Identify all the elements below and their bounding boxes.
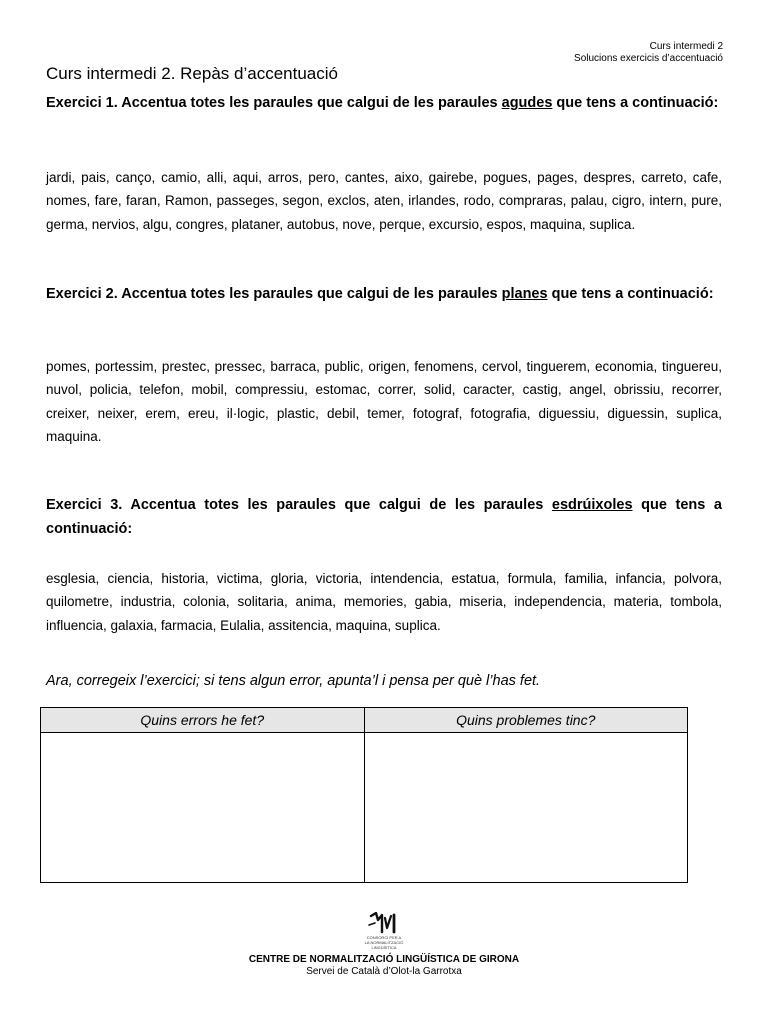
page-header [574, 41, 723, 65]
logo-caption-line: CONSORCI PER A [366, 935, 402, 940]
logo-caption-line: LA NORMALITZACIÓ [364, 940, 404, 945]
correction-instruction: Ara, corregeix l’exercici; si tens algun error, apunta’l i pensa per què l’has fet. [46, 673, 541, 689]
column-header-errors: Quins errors he fet? [41, 708, 365, 733]
logo-caption-line: LINGÜÍSTICA [371, 945, 397, 950]
logo-caption [0, 935, 768, 950]
footer-organization: CENTRE DE NORMALITZACIÓ LINGÜÍSTICA DE GIRONA [248, 954, 520, 965]
exercise-1-heading [46, 91, 722, 115]
header-course: Curs intermedi 2 [649, 41, 723, 52]
exercise-2-heading [46, 282, 722, 306]
exercise-2-keyword: planes [501, 286, 548, 302]
header-subtitle: Solucions exercicis d’accentuació [574, 53, 723, 64]
exercise-3-heading-text: Exercici 3. Accentua totes les paraules que calgui de les paraules [46, 497, 552, 513]
cnl-logo-icon [367, 912, 401, 934]
exercise-3-keyword: esdrúixoles [551, 497, 633, 513]
exercise-1-heading-tail: que tens a continuació: [552, 95, 719, 111]
column-header-problems: Quins problemes tinc? [364, 708, 688, 733]
exercise-1-keyword: agudes [501, 95, 553, 111]
footer-service: Servei de Català d’Olot-la Garrotxa [306, 966, 462, 977]
exercise-2-heading-tail: que tens a continuació: [547, 286, 714, 302]
page-title: Curs intermedi 2. Repàs d’accentuació [46, 64, 338, 83]
errors-table [40, 707, 688, 883]
exercise-1-word-list: jardi, pais, canço, camio, alli, aqui, arros, pero, cantes, aixo, gairebe, pogues, pages, despres, carreto, cafe, nomes, fare, faran, Ramon, passeges, segon, exclos, aten, irlandes, rodo, compraras, palau, cigro, intern, pure, germa, nervios, algu, congres, plataner, autobus, nove, perque, excursio, espos, maquina, suplica. [46, 170, 722, 232]
problems-answer-cell[interactable] [364, 733, 688, 883]
exercise-2-word-list: pomes, portessim, prestec, pressec, barraca, public, origen, fenomens, cervol, tinguerem, economia, tinguereu, nuvol, policia, telefon, mobil, compressiu, estomac, correr, solid, caracter, castig, angel, obrissiu, recorrer, creixer, neixer, erem, ereu, il·logic, plastic, debil, temer, fotograf, fotografia, diguessiu, diguessin, suplica, maquina. [46, 359, 722, 444]
page-footer [0, 912, 768, 978]
exercise-3-heading [46, 493, 722, 541]
table-header-row [41, 708, 688, 733]
exercise-3-heading-tail: que tens a continuació: [46, 497, 722, 537]
exercise-2-heading-text: Exercici 2. Accentua totes les paraules que calgui de les paraules [46, 286, 502, 302]
exercise-1-heading-text: Exercici 1. Accentua totes les paraules que calgui de les paraules [46, 95, 502, 111]
errors-answer-cell[interactable] [41, 733, 365, 883]
exercise-3-word-list: esglesia, ciencia, historia, victima, gloria, victoria, intendencia, estatua, formula, familia, infancia, polvora, quilometre, industria, colonia, solitaria, anima, memories, gabia, miseria, independencia, materia, tombola, influencia, galaxia, farmacia, Eulalia, assitencia, maquina, suplica. [46, 571, 722, 633]
table-row [41, 733, 688, 883]
